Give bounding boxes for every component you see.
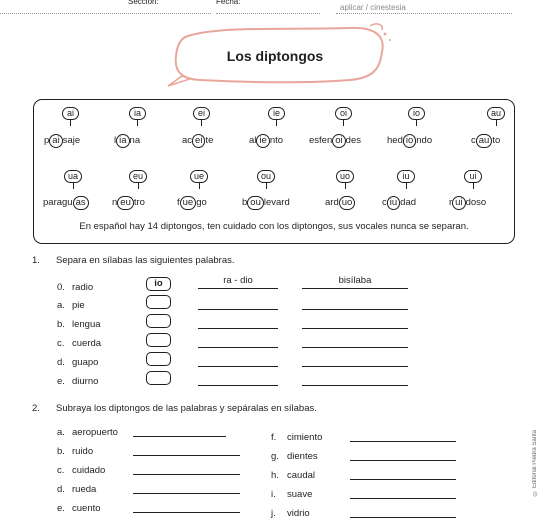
example-word: esfen oi des	[309, 135, 361, 146]
example-word: ard uo	[325, 195, 355, 210]
q2-item-word: cuento	[72, 503, 101, 514]
q2-item-letter: g.	[271, 451, 279, 462]
q2-item-letter: d.	[57, 484, 65, 495]
diphthong-bubble: au	[487, 107, 505, 120]
q1-item-word: cuerda	[72, 338, 102, 349]
syllable-line[interactable]	[198, 385, 278, 386]
example-word: al ie nto	[249, 135, 284, 146]
q2-item-letter: c.	[57, 465, 65, 476]
q2-item-word: rueda	[72, 484, 97, 495]
syllable-line[interactable]	[198, 288, 278, 289]
syllable-line[interactable]	[198, 328, 278, 329]
example-word: paragu as	[43, 195, 89, 210]
diphthong-note: En español hay 14 diptongos, ten cuidado con los diptongos, sus vocales nunca se separan.	[79, 221, 469, 232]
diphthong-bubble: ua	[64, 170, 82, 183]
syllable-answer: ra - dio	[223, 275, 253, 286]
page-title: Los diptongos	[226, 48, 324, 64]
q1-prompt: Separa en sílabas las siguientes palabras.	[56, 255, 235, 266]
answer-line[interactable]	[350, 479, 456, 480]
diphthong-connector	[137, 120, 138, 126]
example-word: r ui doso	[449, 197, 487, 208]
seccion-label: Sección:	[128, 0, 159, 6]
example-word: n eu tro	[112, 197, 145, 208]
q1-item-word: guapo	[72, 357, 99, 368]
answer-line[interactable]	[133, 493, 240, 494]
diphthong-connector	[406, 183, 407, 189]
diphthong-bubble: oi	[335, 107, 352, 120]
diphthong-bubble: iu	[397, 170, 415, 183]
answer-line[interactable]	[133, 436, 226, 437]
diphthong-connector	[199, 183, 200, 189]
q2-item-letter: e.	[57, 503, 65, 514]
q2-item-word: vidrio	[287, 508, 310, 519]
activity-tag: aplicar / cinestesia	[340, 3, 406, 12]
diphthong-connector	[496, 120, 497, 126]
q1-item-word: radio	[72, 282, 94, 293]
diphthong-connector	[473, 183, 474, 189]
example-word: c iu dad	[382, 197, 417, 208]
diphthong-answer-box[interactable]	[146, 314, 171, 328]
header-divider	[0, 13, 211, 14]
q1-item-letter: c.	[57, 338, 65, 349]
q1-item-word: lengua	[72, 319, 101, 330]
type-answer: bisílaba	[338, 275, 372, 286]
q1-item-letter: a.	[57, 300, 65, 311]
diphthong-connector	[345, 183, 346, 189]
diphthong-bubble: uo	[336, 170, 354, 183]
answer-line[interactable]	[350, 441, 456, 442]
diphthong-answer-box[interactable]	[146, 295, 171, 309]
q1-item-letter: 0.	[57, 282, 65, 293]
diphthong-connector	[343, 120, 344, 126]
header-divider	[336, 13, 512, 14]
q2-item-letter: i.	[271, 489, 276, 500]
type-line[interactable]	[302, 366, 408, 367]
syllable-line[interactable]	[198, 366, 278, 367]
diphthong-answer-box[interactable]	[146, 352, 171, 366]
diphthong-bubble: ia	[129, 107, 146, 120]
q1-item-word: diurno	[72, 376, 99, 387]
diphthong-connector	[416, 120, 417, 126]
diphthong-connector	[266, 183, 267, 189]
example-word: ac ei te	[182, 135, 214, 146]
type-line[interactable]	[302, 309, 408, 310]
example-word: p ai saje	[44, 135, 81, 146]
diphthong-bubble: ei	[193, 107, 210, 120]
q1-item-letter: e.	[57, 376, 65, 387]
q2-item-letter: h.	[271, 470, 279, 481]
q2-item-word: dientes	[287, 451, 318, 462]
diphthong-connector	[276, 120, 277, 126]
answer-line[interactable]	[350, 460, 456, 461]
q2-item-word: ruido	[72, 446, 94, 457]
example-word: l ia na	[114, 135, 141, 146]
example-word: b ou levard	[242, 197, 290, 208]
syllable-line[interactable]	[198, 347, 278, 348]
answer-line[interactable]	[350, 498, 456, 499]
diphthong-answer-box[interactable]	[146, 371, 171, 385]
q2-item-word: cimiento	[287, 432, 323, 443]
type-line[interactable]	[302, 288, 408, 289]
q1-item-letter: d.	[57, 357, 65, 368]
q2-prompt: Subraya los diptongos de las palabras y sepáralas en sílabas.	[56, 403, 317, 414]
diphthong-bubble: ai	[62, 107, 79, 120]
syllable-line[interactable]	[198, 309, 278, 310]
diphthong-bubble: ou	[257, 170, 275, 183]
q2-item-word: caudal	[287, 470, 315, 481]
diphthong-connector	[201, 120, 202, 126]
example-word: f ue go	[177, 197, 207, 208]
q1-number: 1.	[32, 255, 40, 266]
diphthong-bubble: eu	[129, 170, 147, 183]
diphthong-answer-box[interactable]: io	[146, 277, 171, 291]
diphthong-bubble: ue	[190, 170, 208, 183]
q2-item-word: aeropuerto	[72, 427, 118, 438]
q1-item-word: pie	[72, 300, 85, 311]
fecha-label: Fecha:	[216, 0, 241, 6]
q2-item-letter: j.	[271, 508, 276, 519]
answer-line[interactable]	[133, 474, 240, 475]
type-line[interactable]	[302, 347, 408, 348]
type-line[interactable]	[302, 385, 408, 386]
q2-number: 2.	[32, 403, 40, 414]
type-line[interactable]	[302, 328, 408, 329]
diphthong-bubble: ui	[464, 170, 482, 183]
diphthong-bubble: ie	[268, 107, 285, 120]
q2-item-word: cuidado	[72, 465, 106, 476]
header-divider	[216, 13, 320, 14]
example-word: hed io ndo	[387, 135, 433, 146]
diphthong-connector	[73, 183, 74, 189]
diphthong-connector	[138, 183, 139, 189]
answer-line[interactable]	[133, 455, 240, 456]
answer-line[interactable]	[133, 512, 240, 513]
q2-item-word: suave	[287, 489, 313, 500]
q1-item-letter: b.	[57, 319, 65, 330]
diphthong-bubble: io	[408, 107, 425, 120]
q2-item-letter: a.	[57, 427, 65, 438]
diphthong-answer-box[interactable]	[146, 333, 171, 347]
diphthong-connector	[70, 120, 71, 126]
q2-item-letter: f.	[271, 432, 277, 443]
example-word: c au to	[471, 135, 501, 146]
publisher-credit: © Editorial Piedra Santa	[532, 430, 538, 496]
q2-item-letter: b.	[57, 446, 65, 457]
